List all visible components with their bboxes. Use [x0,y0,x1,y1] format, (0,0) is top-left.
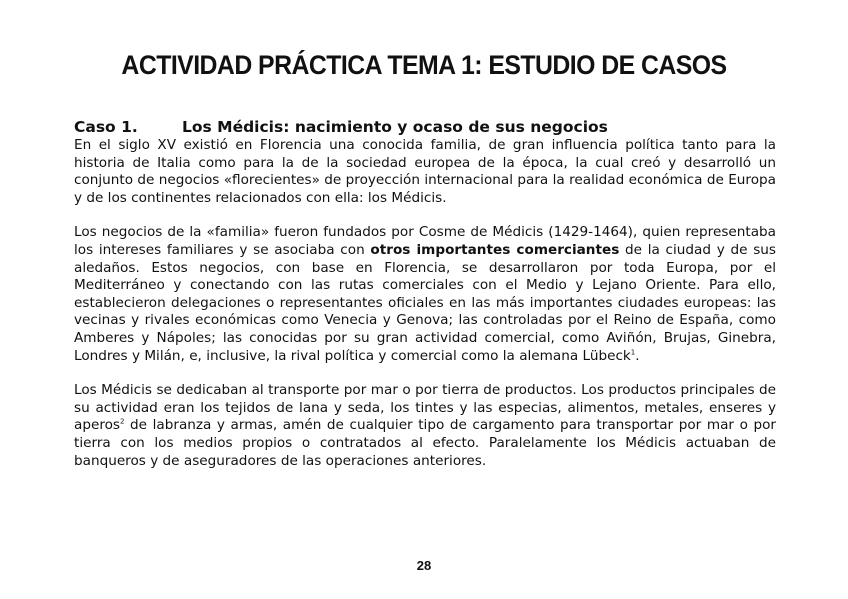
paragraph-2-text-a: Los negocios de la «familia» fueron fundados por Cosme de Médicis (1429-1464), quien representaba los intereses familiares y se asociaba con [74,224,776,258]
paragraph-1: En el siglo XV existió en Florencia una conocida familia, de gran influencia política tanto para la historia de Italia como para la de la sociedad europea de la época, la cual creó y desarrolló un conjunto de negocios «florecientes» de proyección internacional para la realidad económica de Europa y de los continentes relacionados con ella: los Médicis. [74,137,776,206]
page-number: 28 [416,558,432,573]
document-body [74,118,776,470]
footnote-ref-1: 1 [630,348,636,356]
paragraph-2 [74,224,776,365]
paragraph-3-text-b: de labranza y armas, amén de cualquier tipo de cargamento para transportar por mar o por tierra con los medios propios o contratados al efecto. Paralelamente los Médicis actuaban de banqueros y de aseguradores de las operaciones anteriores. [74,417,776,469]
case-heading [74,118,776,137]
case-number: Caso 1. [74,118,138,136]
paragraph-3-text-a: Los Médicis se dedicaban al transporte por mar o por tierra de productos. Los productos principales de su actividad eran los tejidos de lana y seda, los tintes y las especias, alimentos, metales, enseres y aperos [74,382,776,434]
paragraph-2-text-b: de la ciudad y de sus aledaños. Estos negocios, con base en Florencia, se desarrollaron por toda Europa, por el Mediterráneo y conectando con las rutas comerciales con el Medio y Lejano Oriente. Para ello, establecieron delegaciones o representantes oficiales en las más importantes ciudades europeas: las vecinas y rivales económicas como Venecia y Genova; las controladas por el Reino de España, como Amberes y Nápoles; las conocidas por su gran actividad comercial, como Aviñón, Brujas, Ginebra, Londres y Milán, e, inclusive, la rival política y comercial como la alemana Lübeck [74,241,776,364]
paragraph-2-end: . [635,347,640,364]
footnote-ref-2: 2 [120,417,125,426]
paragraph-2-bold: otros importantes comerciantes [370,241,620,258]
paragraph-3 [74,382,776,470]
case-title: Los Médicis: nacimiento y ocaso de sus negocios [182,118,608,136]
page-title: ACTIVIDAD PRÁCTICA TEMA 1: ESTUDIO DE CASOS [121,50,727,80]
